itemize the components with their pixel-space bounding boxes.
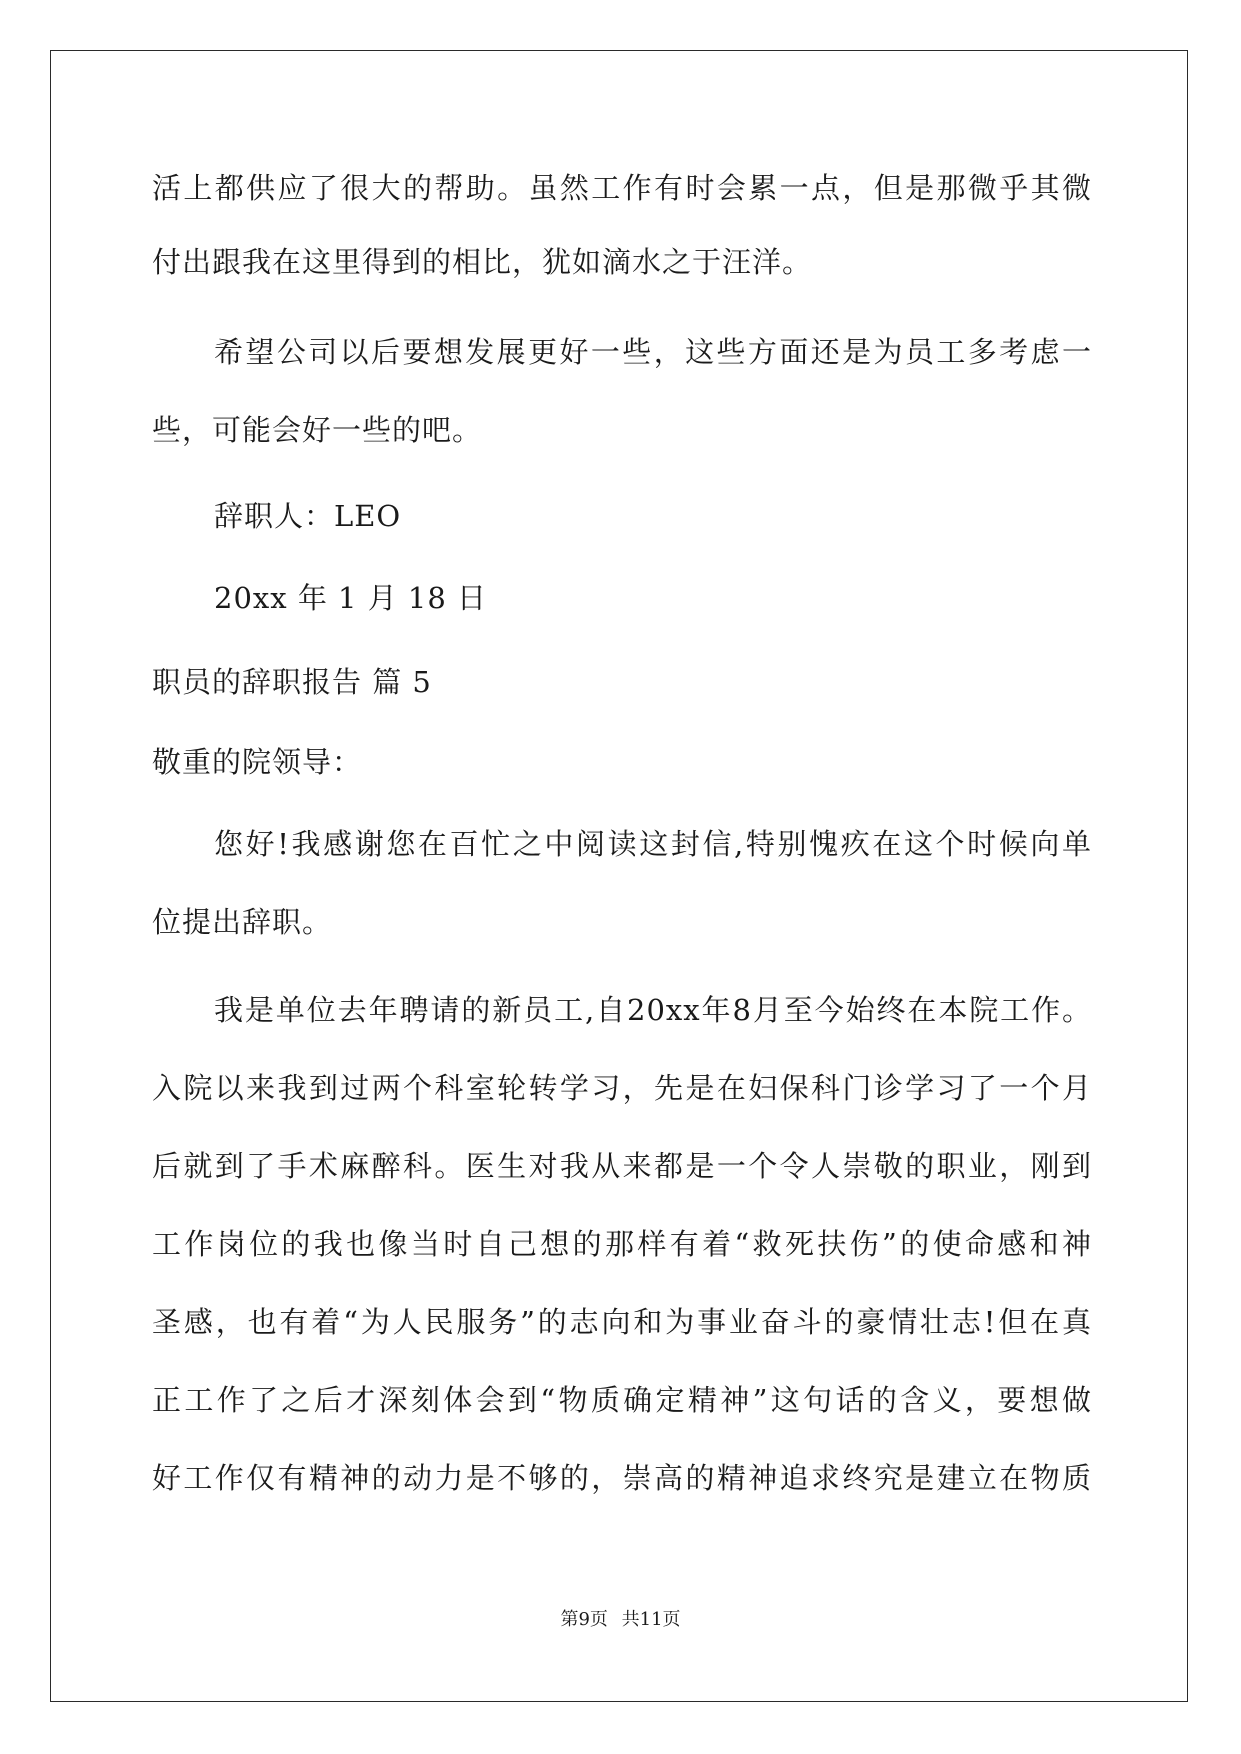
text-line: 后就到了手术麻醉科。医生对我从来都是一个令人崇敬的职业，刚到 <box>152 1149 1092 1183</box>
text-line: 希望公司以后要想发展更好一些，这些方面还是为员工多考虑一 <box>214 335 1092 369</box>
text-line: 活上都供应了很大的帮助。虽然工作有时会累一点，但是那微乎其微 <box>152 171 1092 205</box>
text-line: 位提出辞职。 <box>152 905 333 939</box>
salutation: 敬重的院领导： <box>152 745 363 779</box>
text-line: 付出跟我在这里得到的相比，犹如滴水之于汪洋。 <box>152 245 813 279</box>
text-line: 些，可能会好一些的吧。 <box>152 413 483 447</box>
page-footer <box>0 1608 1241 1632</box>
text-line: 我是单位去年聘请的新员工,自20xx年8月至今始终在本院工作。 <box>214 993 1092 1027</box>
date-line: 20xx 年 1 月 18 日 <box>214 581 488 615</box>
text-line: 好工作仅有精神的动力是不够的，崇高的精神追求终究是建立在物质 <box>152 1461 1092 1495</box>
text-line: 工作岗位的我也像当时自己想的那样有着“救死扶伤”的使命感和神 <box>152 1227 1092 1261</box>
signature-line: 辞职人：LEO <box>214 499 402 533</box>
page-border <box>50 50 1188 1702</box>
text-line: 圣感，也有着“为人民服务”的志向和为事业奋斗的豪情壮志!但在真 <box>152 1305 1092 1339</box>
page-number: 第9页 <box>560 1609 608 1630</box>
section-heading: 职员的辞职报告 篇 5 <box>152 665 432 699</box>
text-line: 正工作了之后才深刻体会到“物质确定精神”这句话的含义，要想做 <box>152 1383 1092 1417</box>
page-total: 共11页 <box>621 1609 681 1630</box>
text-line: 入院以来我到过两个科室轮转学习，先是在妇保科门诊学习了一个月 <box>152 1071 1092 1105</box>
text-line: 您好!我感谢您在百忙之中阅读这封信,特别愧疚在这个时候向单 <box>214 827 1092 861</box>
